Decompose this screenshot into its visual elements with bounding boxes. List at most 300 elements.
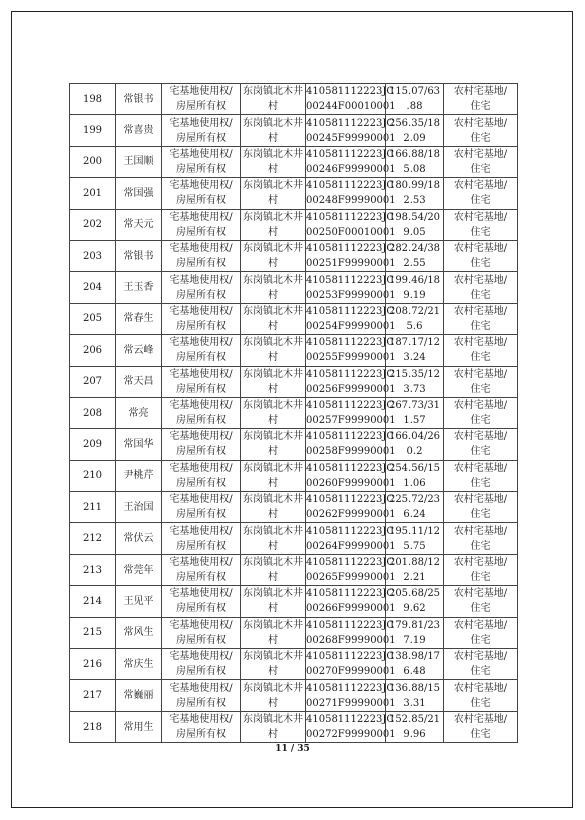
table-row (70, 554, 518, 585)
location-cell (241, 272, 306, 303)
right-type-line: 宅基地使用权/ (169, 148, 233, 160)
row-number-cell: 218 (70, 711, 116, 742)
location-line: 东岗镇北木井 (243, 211, 303, 223)
land-use-line: 农村宅基地/ (453, 148, 508, 160)
location-line: 东岗镇北木井 (243, 243, 303, 255)
table-row (70, 460, 518, 491)
land-use-line: 住宅 (470, 289, 491, 301)
row-number-cell: 215 (70, 617, 116, 648)
right-type-line: 宅基地使用权/ (169, 494, 233, 506)
area-line: 6.48 (403, 666, 426, 678)
row-number-cell: 207 (70, 366, 116, 397)
row-number-cell: 198 (70, 84, 116, 115)
area-line: 215.35/12 (388, 368, 441, 380)
land-use-line: 住宅 (470, 195, 491, 207)
table-row (70, 649, 518, 680)
land-use-line: 农村宅基地/ (453, 337, 508, 349)
area-line: 2.55 (403, 258, 426, 270)
area-line: 166.88/18 (388, 148, 441, 160)
area-line: 225.72/23 (388, 494, 441, 506)
unit-code-cell (306, 303, 396, 334)
row-number-cell: 210 (70, 460, 116, 491)
unit-code-line: 00248F99990001 (306, 195, 396, 207)
unit-code-line: 410581112223JC (306, 117, 395, 129)
land-use-line: 农村宅基地/ (453, 462, 508, 474)
land-use-cell (444, 586, 518, 617)
unit-code-line: 410581112223JC (306, 462, 395, 474)
land-use-line: 农村宅基地/ (453, 557, 508, 569)
location-cell (241, 523, 306, 554)
row-number-cell: 199 (70, 115, 116, 146)
table-row (70, 366, 518, 397)
right-type-cell (162, 586, 241, 617)
right-type-line: 房屋所有权 (176, 132, 226, 144)
area-line: 166.04/26 (388, 431, 441, 443)
location-line: 东岗镇北木井 (243, 305, 303, 317)
location-line: 村 (268, 634, 278, 646)
table-row (70, 335, 518, 366)
land-use-cell (444, 209, 518, 240)
owner-name-cell: 常伏云 (116, 523, 162, 554)
unit-code-line: 410581112223JC (306, 651, 395, 663)
row-number-cell: 217 (70, 680, 116, 711)
location-cell (241, 492, 306, 523)
land-use-line: 农村宅基地/ (453, 117, 508, 129)
land-use-line: 住宅 (470, 509, 491, 521)
area-line: 205.68/25 (388, 588, 441, 600)
location-line: 村 (268, 509, 278, 521)
right-type-line: 房屋所有权 (176, 289, 226, 301)
right-type-cell (162, 554, 241, 585)
area-line: 152.85/21 (388, 714, 441, 725)
location-line: 村 (268, 540, 278, 552)
land-use-line: 农村宅基地/ (453, 86, 508, 98)
right-type-cell (162, 146, 241, 177)
table-row (70, 84, 518, 115)
unit-code-line: 410581112223JC (306, 211, 395, 223)
right-type-line: 宅基地使用权/ (169, 117, 233, 129)
area-line: 136.88/15 (388, 682, 441, 694)
table-row (70, 680, 518, 711)
area-line: 199.46/18 (388, 274, 441, 286)
land-use-line: 住宅 (470, 320, 491, 332)
unit-code-cell (306, 429, 396, 460)
table-row (70, 586, 518, 617)
right-type-line: 房屋所有权 (176, 101, 226, 113)
right-type-line: 宅基地使用权/ (169, 211, 233, 223)
land-use-line: 住宅 (470, 163, 491, 175)
page-number: 11 / 35 (275, 744, 310, 754)
land-use-line: 住宅 (470, 101, 491, 113)
unit-code-cell (306, 586, 396, 617)
location-cell (241, 366, 306, 397)
unit-code-line: 410581112223JC (306, 86, 395, 98)
location-line: 东岗镇北木井 (243, 588, 303, 600)
unit-code-line: 00264F99990001 (306, 540, 396, 552)
unit-code-line: 00251F99990001 (306, 258, 396, 270)
location-line: 东岗镇北木井 (243, 525, 303, 537)
area-line: 282.24/38 (388, 243, 441, 255)
right-type-line: 房屋所有权 (176, 509, 226, 521)
unit-code-cell (306, 366, 396, 397)
unit-code-line: 410581112223JC (306, 148, 395, 160)
area-line: 9.96 (403, 729, 426, 740)
land-use-cell (444, 84, 518, 115)
right-type-cell (162, 84, 241, 115)
table-row (70, 240, 518, 271)
land-use-line: 住宅 (470, 603, 491, 615)
land-use-line: 住宅 (470, 666, 491, 678)
table-row (70, 178, 518, 209)
area-line: 3.31 (403, 697, 426, 709)
right-type-line: 宅基地使用权/ (169, 651, 233, 663)
area-line: 254.56/15 (388, 462, 441, 474)
land-use-cell (444, 146, 518, 177)
location-cell (241, 240, 306, 271)
right-type-line: 房屋所有权 (176, 415, 226, 427)
location-cell (241, 84, 306, 115)
area-line: 2.09 (403, 132, 426, 144)
right-type-line: 房屋所有权 (176, 697, 226, 709)
table-row (70, 146, 518, 177)
land-use-cell (444, 429, 518, 460)
row-number-cell: 201 (70, 178, 116, 209)
land-use-cell (444, 366, 518, 397)
right-type-line: 宅基地使用权/ (169, 588, 233, 600)
land-use-line: 住宅 (470, 697, 491, 709)
land-use-line: 农村宅基地/ (453, 305, 508, 317)
land-use-cell (444, 178, 518, 209)
records-table (69, 83, 518, 743)
land-use-line: 农村宅基地/ (453, 368, 508, 380)
right-type-cell (162, 617, 241, 648)
unit-code-cell (306, 492, 396, 523)
area-line: 198.54/20 (388, 211, 441, 223)
owner-name-cell: 常春生 (116, 303, 162, 334)
unit-code-cell (306, 711, 396, 742)
location-line: 东岗镇北木井 (243, 619, 303, 631)
owner-name-cell: 常天元 (116, 209, 162, 240)
location-cell (241, 711, 306, 742)
location-line: 东岗镇北木井 (243, 148, 303, 160)
unit-code-cell (306, 335, 396, 366)
location-cell (241, 617, 306, 648)
right-type-line: 宅基地使用权/ (169, 180, 233, 192)
right-type-cell (162, 178, 241, 209)
table-row (70, 429, 518, 460)
unit-code-cell (306, 272, 396, 303)
table-row (70, 617, 518, 648)
row-number-cell: 200 (70, 146, 116, 177)
area-line: 6.24 (403, 509, 426, 521)
unit-code-line: 00257F99990001 (306, 415, 396, 427)
unit-code-line: 00250F00010001 (306, 226, 396, 238)
unit-code-cell (306, 680, 396, 711)
right-type-cell (162, 523, 241, 554)
area-line: .88 (406, 101, 423, 113)
land-use-line: 农村宅基地/ (453, 243, 508, 255)
land-use-cell (444, 617, 518, 648)
location-line: 村 (268, 666, 278, 678)
land-use-line: 农村宅基地/ (453, 180, 508, 192)
location-line: 村 (268, 195, 278, 207)
area-line: 3.73 (403, 383, 426, 395)
area-line: 9.62 (403, 603, 426, 615)
location-line: 东岗镇北木井 (243, 651, 303, 663)
table-row (70, 209, 518, 240)
unit-code-line: 00253F99990001 (306, 289, 396, 301)
location-line: 东岗镇北木井 (243, 557, 303, 569)
land-use-cell (444, 523, 518, 554)
area-line: 5.08 (403, 163, 426, 175)
unit-code-line: 410581112223JC (306, 400, 395, 412)
row-number-cell: 202 (70, 209, 116, 240)
location-line: 东岗镇北木井 (243, 682, 303, 694)
location-cell (241, 554, 306, 585)
location-line: 东岗镇北木井 (243, 274, 303, 286)
location-cell (241, 335, 306, 366)
unit-code-cell (306, 209, 396, 240)
unit-code-cell (306, 115, 396, 146)
land-use-line: 农村宅基地/ (453, 211, 508, 223)
land-use-cell (444, 711, 518, 742)
area-line: 7.19 (403, 634, 426, 646)
unit-code-line: 410581112223JC (306, 714, 395, 725)
area-line: 2.53 (403, 195, 426, 207)
area-line: 267.73/31 (388, 400, 441, 412)
right-type-cell (162, 272, 241, 303)
location-cell (241, 115, 306, 146)
table-row (70, 272, 518, 303)
unit-code-line: 410581112223JC (306, 368, 395, 380)
row-number-cell: 216 (70, 649, 116, 680)
area-line: 256.35/18 (388, 117, 441, 129)
right-type-cell (162, 209, 241, 240)
right-type-line: 宅基地使用权/ (169, 305, 233, 317)
row-number-cell: 211 (70, 492, 116, 523)
owner-name-cell: 尹桃芹 (116, 460, 162, 491)
right-type-line: 房屋所有权 (176, 572, 226, 584)
location-cell (241, 649, 306, 680)
land-use-cell (444, 492, 518, 523)
area-line: 3.24 (403, 352, 426, 364)
area-line: 0.2 (406, 446, 423, 458)
right-type-line: 宅基地使用权/ (169, 243, 233, 255)
right-type-line: 房屋所有权 (176, 226, 226, 238)
location-line: 东岗镇北木井 (243, 337, 303, 349)
location-line: 东岗镇北木井 (243, 494, 303, 506)
right-type-line: 房屋所有权 (176, 540, 226, 552)
location-line: 村 (268, 132, 278, 144)
row-number-cell: 212 (70, 523, 116, 554)
right-type-cell (162, 460, 241, 491)
land-use-line: 住宅 (470, 258, 491, 270)
location-line: 村 (268, 603, 278, 615)
location-line: 村 (268, 226, 278, 238)
location-cell (241, 209, 306, 240)
unit-code-line: 410581112223JC (306, 588, 395, 600)
unit-code-line: 00265F99990001 (306, 572, 396, 584)
land-use-line: 农村宅基地/ (453, 651, 508, 663)
land-use-line: 住宅 (470, 226, 491, 238)
location-line: 东岗镇北木井 (243, 462, 303, 474)
unit-code-line: 410581112223JC (306, 305, 395, 317)
unit-code-line: 410581112223JC (306, 431, 395, 443)
area-line: 180.99/18 (388, 180, 441, 192)
area-line: 208.72/21 (388, 305, 441, 317)
unit-code-cell (306, 240, 396, 271)
right-type-line: 宅基地使用权/ (169, 462, 233, 474)
table-row (70, 303, 518, 334)
land-use-line: 农村宅基地/ (453, 400, 508, 412)
land-use-line: 农村宅基地/ (453, 274, 508, 286)
unit-code-line: 410581112223JC (306, 619, 395, 631)
location-line: 东岗镇北木井 (243, 431, 303, 443)
owner-name-cell: 常用生 (116, 711, 162, 742)
location-line: 村 (268, 446, 278, 458)
right-type-cell (162, 115, 241, 146)
area-line: 5.6 (406, 320, 423, 332)
area-line: 187.17/12 (388, 337, 441, 349)
area-line: 1.57 (403, 415, 426, 427)
right-type-line: 宅基地使用权/ (169, 337, 233, 349)
owner-name-cell: 常庆生 (116, 649, 162, 680)
right-type-cell (162, 492, 241, 523)
location-line: 村 (268, 383, 278, 395)
land-use-line: 住宅 (470, 477, 491, 489)
unit-code-line: 410581112223JC (306, 243, 395, 255)
area-line: 115.07/63 (388, 86, 441, 98)
unit-code-cell (306, 397, 396, 428)
owner-name-cell: 常亮 (116, 397, 162, 428)
location-line: 村 (268, 163, 278, 175)
unit-code-line: 00256F99990001 (306, 383, 396, 395)
location-cell (241, 303, 306, 334)
row-number-cell: 208 (70, 397, 116, 428)
unit-code-line: 00260F99990001 (306, 477, 396, 489)
land-use-line: 住宅 (470, 132, 491, 144)
row-number-cell: 203 (70, 240, 116, 271)
land-use-line: 住宅 (470, 634, 491, 646)
unit-code-line: 410581112223JC (306, 682, 395, 694)
land-use-cell (444, 460, 518, 491)
unit-code-line: 410581112223JC (306, 274, 395, 286)
right-type-cell (162, 429, 241, 460)
owner-name-cell: 常国华 (116, 429, 162, 460)
right-type-line: 宅基地使用权/ (169, 619, 233, 631)
unit-code-line: 00246F99990001 (306, 163, 396, 175)
owner-name-cell: 常喜贵 (116, 115, 162, 146)
location-cell (241, 429, 306, 460)
table-row (70, 115, 518, 146)
land-use-cell (444, 335, 518, 366)
right-type-line: 房屋所有权 (176, 666, 226, 678)
right-type-line: 宅基地使用权/ (169, 274, 233, 286)
location-line: 村 (268, 729, 278, 740)
land-use-line: 住宅 (470, 540, 491, 552)
land-use-cell (444, 397, 518, 428)
unit-code-cell (306, 146, 396, 177)
location-cell (241, 397, 306, 428)
owner-name-cell: 王治国 (116, 492, 162, 523)
table-body (70, 84, 518, 743)
unit-code-line: 410581112223JC (306, 525, 395, 537)
unit-code-cell (306, 84, 396, 115)
right-type-line: 房屋所有权 (176, 163, 226, 175)
land-use-line: 农村宅基地/ (453, 588, 508, 600)
land-use-cell (444, 649, 518, 680)
location-line: 东岗镇北木井 (243, 180, 303, 192)
right-type-line: 房屋所有权 (176, 383, 226, 395)
owner-name-cell: 常天昌 (116, 366, 162, 397)
unit-code-cell (306, 460, 396, 491)
row-number-cell: 204 (70, 272, 116, 303)
right-type-line: 宅基地使用权/ (169, 368, 233, 380)
unit-code-line: 410581112223JC (306, 557, 395, 569)
right-type-line: 房屋所有权 (176, 352, 226, 364)
location-line: 村 (268, 477, 278, 489)
location-line: 村 (268, 352, 278, 364)
land-use-line: 住宅 (470, 446, 491, 458)
location-line: 村 (268, 289, 278, 301)
land-use-line: 农村宅基地/ (453, 619, 508, 631)
right-type-line: 宅基地使用权/ (169, 86, 233, 98)
right-type-line: 房屋所有权 (176, 603, 226, 615)
right-type-cell (162, 303, 241, 334)
unit-code-line: 00268F99990001 (306, 634, 396, 646)
unit-code-line: 410581112223JC (306, 180, 395, 192)
owner-name-cell: 王玉香 (116, 272, 162, 303)
area-line: 179.81/23 (388, 619, 441, 631)
unit-code-cell (306, 617, 396, 648)
unit-code-line: 00254F99990001 (306, 320, 396, 332)
right-type-line: 宅基地使用权/ (169, 525, 233, 537)
right-type-line: 宅基地使用权/ (169, 557, 233, 569)
row-number-cell: 213 (70, 554, 116, 585)
land-use-cell (444, 272, 518, 303)
area-line: 1.06 (403, 477, 426, 489)
row-number-cell: 214 (70, 586, 116, 617)
location-line: 东岗镇北木井 (243, 368, 303, 380)
land-use-cell (444, 115, 518, 146)
land-use-line: 住宅 (470, 352, 491, 364)
land-use-cell (444, 303, 518, 334)
owner-name-cell: 常银书 (116, 84, 162, 115)
owner-name-cell: 常莞年 (116, 554, 162, 585)
location-line: 村 (268, 258, 278, 270)
location-cell (241, 178, 306, 209)
unit-code-line: 00262F99990001 (306, 509, 396, 521)
owner-name-cell: 常巍丽 (116, 680, 162, 711)
right-type-cell (162, 680, 241, 711)
location-cell (241, 586, 306, 617)
unit-code-line: 00245F99990001 (306, 132, 396, 144)
right-type-line: 房屋所有权 (176, 320, 226, 332)
land-use-line: 住宅 (470, 383, 491, 395)
right-type-line: 宅基地使用权/ (169, 682, 233, 694)
owner-name-cell: 常风生 (116, 617, 162, 648)
area-line: 138.98/17 (388, 651, 441, 663)
location-line: 村 (268, 697, 278, 709)
area-line: 195.11/12 (388, 525, 441, 537)
right-type-line: 房屋所有权 (176, 195, 226, 207)
unit-code-line: 00255F99990001 (306, 352, 396, 364)
unit-code-line: 410581112223JC (306, 337, 395, 349)
table-row (70, 397, 518, 428)
unit-code-line: 00271F99990001 (306, 697, 396, 709)
unit-code-line: 00270F99990001 (306, 666, 396, 678)
right-type-line: 宅基地使用权/ (169, 431, 233, 443)
